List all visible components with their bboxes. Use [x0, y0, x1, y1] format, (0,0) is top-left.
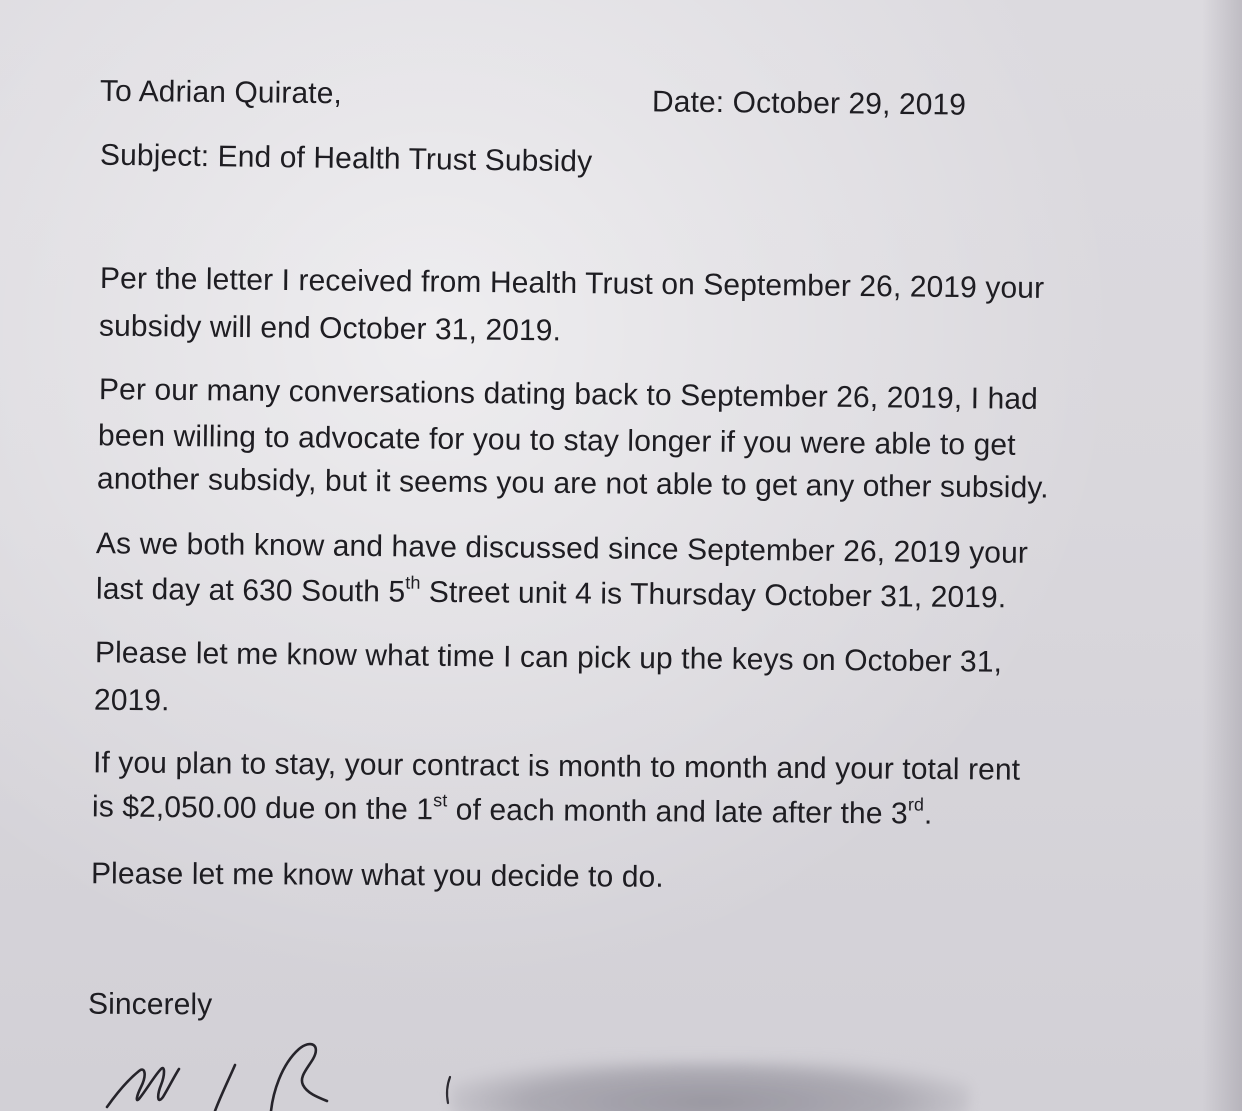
ordinal-suffix-th: th: [405, 572, 421, 593]
paragraph-5-line-1: If you plan to stay, your contract is month to month and your total rent: [92, 746, 1021, 787]
rent-text-start: is $2,050.00 due on the 1: [91, 790, 434, 827]
ordinal-suffix-rd: rd: [907, 794, 925, 815]
recipient-line: To Adrian Quirate,: [99, 74, 343, 111]
handwritten-signature: [95, 1035, 355, 1111]
closing-line: Sincerely: [87, 987, 213, 1022]
paragraph-3-line-1: As we both know and have discussed since September 26, 2019 your: [95, 527, 1029, 570]
address-text-start: last day at 630 South 5: [95, 572, 406, 609]
rent-text-middle: of each month and late after the 3: [447, 793, 908, 831]
paragraph-5-line-2: [92, 789, 933, 832]
paragraph-1-line-2: subsidy will end October 31, 2019.: [98, 309, 562, 348]
redacted-area: [450, 1060, 970, 1111]
paragraph-6: Please let me know what you decide to do.: [90, 857, 664, 894]
paragraph-3-line-2: [96, 572, 1007, 617]
ordinal-suffix-st: st: [433, 790, 448, 811]
paper-edge-shadow: [1202, 0, 1242, 1111]
paragraph-1-line-1: Per the letter I received from Health Trust on September 26, 2019 your: [99, 262, 1045, 305]
rent-text-end: .: [923, 797, 933, 831]
address-text-end: Street unit 4 is Thursday October 31, 2019.: [420, 575, 1007, 615]
paragraph-2-line-1: Per our many conversations dating back to September 26, 2019, I had: [98, 373, 1039, 416]
paragraph-2-line-2: been willing to advocate for you to stay longer if you were able to get: [97, 419, 1016, 462]
paragraph-4-line-1: Please let me know what time I can pick up the keys on October 31,: [94, 636, 1003, 679]
date-line: Date: October 29, 2019: [651, 85, 967, 122]
subject-line: Subject: End of Health Trust Subsidy: [99, 138, 593, 179]
paragraph-2-line-3: another subsidy, but it seems you are not able to get any other subsidy.: [96, 462, 1049, 505]
paragraph-4-line-2: 2019.: [93, 683, 170, 718]
